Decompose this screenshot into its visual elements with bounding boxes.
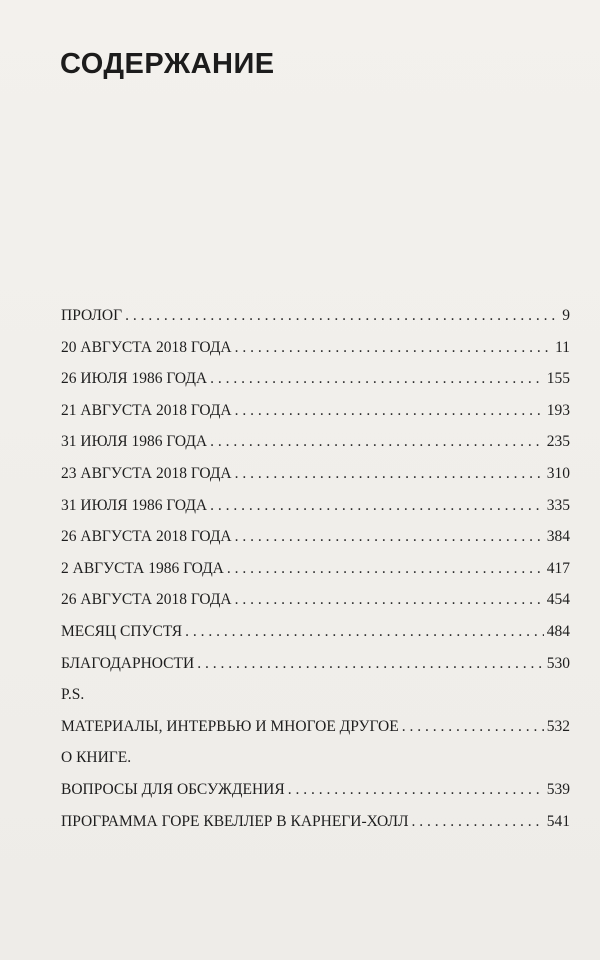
toc-entry-page: 235 [546,433,570,451]
page-title: СОДЕРЖАНИЕ [60,48,275,80]
leader-dots [235,339,552,357]
leader-dots [235,465,544,483]
toc-entry-label: 20 АВГУСТА 2018 ГОДА [61,338,232,356]
toc-entry-program[interactable] [61,813,570,845]
toc-entry-label: ПРОЛОГ [61,307,123,324]
toc-entry-page: 384 [546,528,570,546]
toc-entry[interactable] [61,402,570,434]
toc-entry-page: 530 [546,654,570,672]
toc-entry-page: 484 [546,622,570,640]
toc-entry-label: 26 АВГУСТА 2018 ГОДА [61,528,232,546]
toc-entry[interactable] [61,307,570,339]
toc-entry-materials[interactable] [61,718,570,750]
leader-dots [411,813,543,831]
toc-entry-label: 2 АВГУСТА 1986 ГОДА [61,559,224,577]
toc-entry[interactable] [61,560,570,592]
toc-entry-page: 454 [546,591,570,609]
toc-entry[interactable] [61,497,570,529]
toc-entry-page: 335 [546,496,570,514]
toc-entry-page: 541 [546,812,570,830]
toc-entry-label: БЛАГОДАРНОСТИ [61,654,195,672]
toc-entry-page: 417 [546,559,570,577]
ps-heading [61,686,570,718]
leader-dots [210,433,544,451]
toc-entry[interactable] [61,465,570,497]
table-of-contents [61,307,570,844]
toc-entry-label: ВОПРОСЫ ДЛЯ ОБСУЖДЕНИЯ [61,780,285,798]
toc-entry[interactable] [61,591,570,623]
toc-entry[interactable] [61,339,570,371]
toc-entry-questions[interactable] [61,781,570,813]
leader-dots [402,718,544,736]
leader-dots [288,781,544,799]
toc-entry-label: ПРОГРАММА ГОРЕ КВЕЛЛЕР В КАРНЕГИ-ХОЛЛ [61,812,409,830]
leader-dots [227,560,544,578]
bleed-through-heading [330,55,580,83]
toc-entry-label: 26 ИЮЛЯ 1986 ГОДА [61,370,208,388]
leader-dots [210,497,544,515]
toc-entry-label: МАТЕРИАЛЫ, ИНТЕРВЬЮ И МНОГОЕ ДРУГОЕ [61,717,399,735]
toc-entry-label: 23 АВГУСТА 2018 ГОДА [61,464,232,482]
toc-entry[interactable] [61,433,570,465]
toc-entry-label: 31 ИЮЛЯ 1986 ГОДА [61,496,208,514]
leader-dots [210,370,544,388]
toc-entry-label: 31 ИЮЛЯ 1986 ГОДА [61,433,208,451]
toc-entry-page: 532 [546,717,570,735]
about-book-label: О КНИГЕ. [61,749,132,767]
toc-entry-label: МЕСЯЦ СПУСТЯ [61,622,183,640]
toc-entry[interactable] [61,623,570,655]
toc-entry-page: 310 [546,464,570,482]
toc-entry-page: 11 [555,338,570,356]
leader-dots [235,591,544,609]
toc-entry-label: 21 АВГУСТА 2018 ГОДА [61,401,232,419]
toc-entry-page: 155 [546,370,570,388]
leader-dots [185,623,544,641]
toc-entry-page: 193 [546,401,570,419]
toc-entry-page: 539 [546,780,570,798]
toc-entry-page: 9 [562,307,570,324]
leader-dots [235,402,544,420]
toc-entry[interactable] [61,655,570,687]
ps-label: P.S. [61,686,85,704]
leader-dots [197,655,544,673]
leader-dots [125,307,559,325]
leader-dots [235,528,544,546]
toc-entry-label: 26 АВГУСТА 2018 ГОДА [61,591,232,609]
toc-entry[interactable] [61,528,570,560]
about-book-heading [61,749,570,781]
toc-entry[interactable] [61,370,570,402]
